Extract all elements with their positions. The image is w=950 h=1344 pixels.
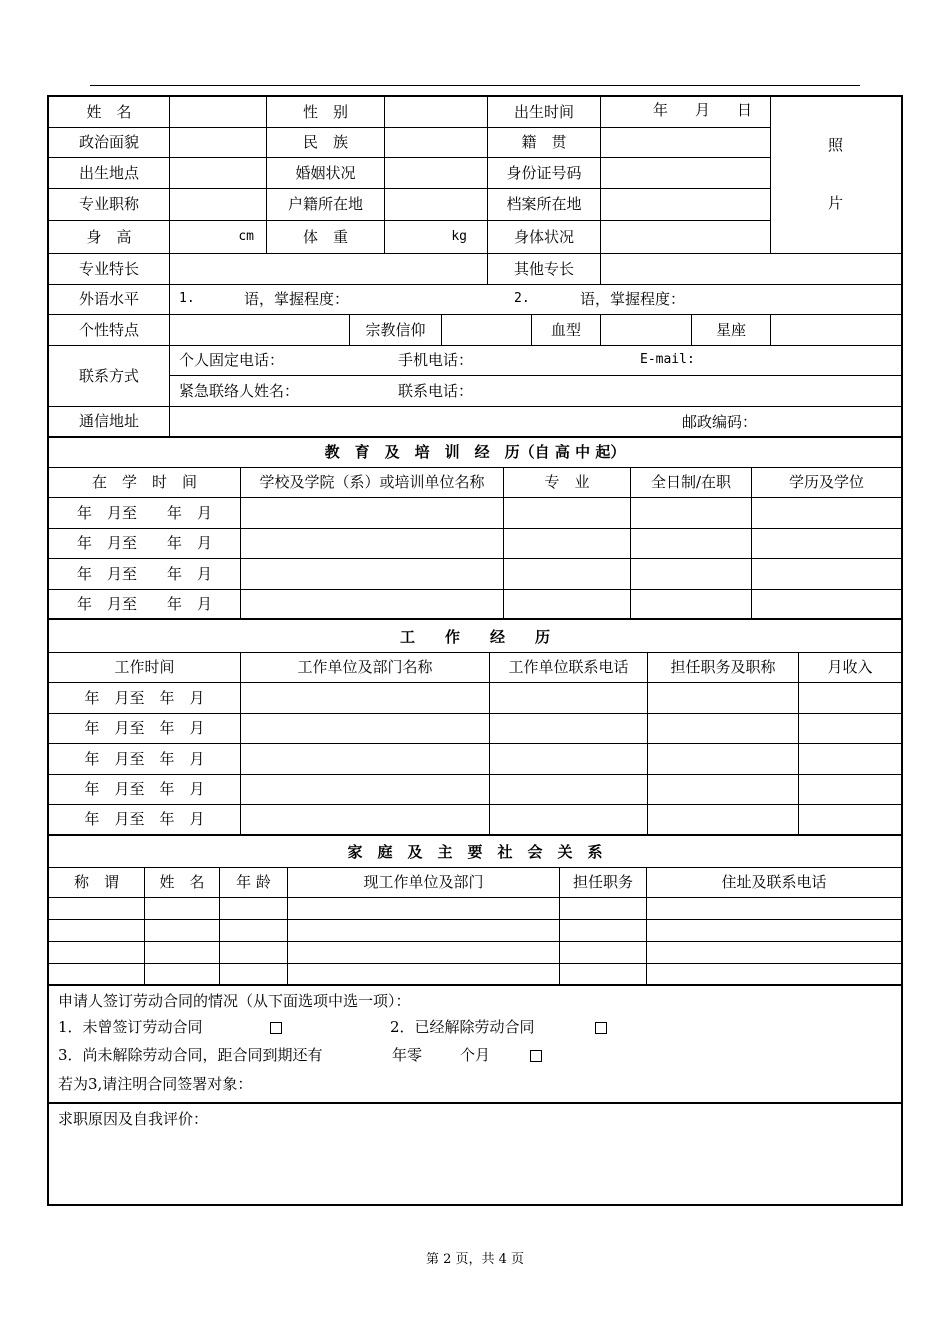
option-3-checkbox[interactable] <box>530 1050 542 1062</box>
zodiac-label: 星座 <box>692 315 771 346</box>
contract-note: 若为3,请注明合同签署对象： <box>58 1075 253 1093</box>
education-row-1-col-4[interactable] <box>752 529 901 560</box>
year-label: 年 <box>653 101 669 119</box>
family-row-2-col-5[interactable] <box>647 942 901 964</box>
work-header-1: 工作单位及部门名称 <box>241 653 490 683</box>
work-row-0-col-4[interactable] <box>799 683 901 714</box>
weight-label: 体 重 <box>267 221 385 254</box>
religion-field[interactable] <box>442 315 532 346</box>
cm-unit: cm <box>238 228 254 244</box>
native-place-field[interactable] <box>601 128 771 158</box>
self-eval-section[interactable] <box>49 1104 901 1204</box>
specialty-field[interactable] <box>170 254 488 285</box>
family-header-5: 住址及联系电话 <box>647 868 901 898</box>
gender-field[interactable] <box>385 97 488 128</box>
language-label: 外语水平 <box>49 285 170 315</box>
work-header-3: 担任职务及职称 <box>648 653 799 683</box>
family-header-1: 姓 名 <box>145 868 220 898</box>
address-label: 通信地址 <box>49 407 170 438</box>
email-label: E-mail: <box>640 352 695 367</box>
day-label: 日 <box>737 101 753 119</box>
ethnicity-field[interactable] <box>385 128 488 158</box>
lang1-text: 语，掌握程度： <box>244 290 350 308</box>
birthplace-field[interactable] <box>170 158 267 189</box>
work-row-1-time: 年 月至 年 月 <box>49 714 241 745</box>
education-row-0-col-2[interactable] <box>504 498 631 529</box>
family-row-0-col-1[interactable] <box>145 898 220 920</box>
work-row-4-col-2[interactable] <box>490 805 648 836</box>
postal-label: 邮政编码： <box>682 413 758 431</box>
contract-option-1: 1．未曾签订劳动合同 <box>58 1018 203 1036</box>
kg-unit: kg <box>451 228 467 244</box>
marital-field[interactable] <box>385 158 488 189</box>
education-header-4: 学历及学位 <box>752 468 901 498</box>
height-field[interactable] <box>170 221 267 254</box>
birth-date-field[interactable] <box>601 97 771 128</box>
education-row-3-col-1[interactable] <box>241 590 504 621</box>
option-1-checkbox[interactable] <box>270 1022 282 1034</box>
family-row-3-col-3[interactable] <box>288 964 560 986</box>
name-label: 姓 名 <box>49 97 170 128</box>
work-row-0-col-1[interactable] <box>241 683 490 714</box>
weight-field[interactable] <box>385 221 488 254</box>
birth-time-label: 出生时间 <box>488 97 601 128</box>
work-section <box>49 623 901 837</box>
zodiac-field[interactable] <box>771 315 901 346</box>
work-row-1-col-2[interactable] <box>490 714 648 745</box>
family-header-2: 年 龄 <box>220 868 288 898</box>
marital-label: 婚姻状况 <box>267 158 385 189</box>
family-row-1-col-4[interactable] <box>560 920 647 942</box>
work-row-1-col-1[interactable] <box>241 714 490 745</box>
family-row-2-col-4[interactable] <box>560 942 647 964</box>
education-row-0-col-4[interactable] <box>752 498 901 529</box>
hukou-label: 户籍所在地 <box>267 189 385 221</box>
work-title: 工 作 经 历 <box>49 623 901 653</box>
title-field[interactable] <box>170 189 267 221</box>
education-row-0-time: 年 月至 年 月 <box>49 498 241 529</box>
education-header-0: 在 学 时 间 <box>49 468 241 498</box>
education-row-1-time: 年 月至 年 月 <box>49 529 241 560</box>
family-row-0-col-2[interactable] <box>220 898 288 920</box>
family-row-2-col-0[interactable] <box>49 942 145 964</box>
height-label: 身 高 <box>49 221 170 254</box>
work-row-3-col-4[interactable] <box>799 775 901 806</box>
work-row-3-time: 年 月至 年 月 <box>49 775 241 806</box>
education-row-2-col-1[interactable] <box>241 559 504 590</box>
political-field[interactable] <box>170 128 267 158</box>
contact-phone-row[interactable] <box>170 346 901 376</box>
work-row-0-time: 年 月至 年 月 <box>49 683 241 714</box>
work-row-2-col-4[interactable] <box>799 744 901 775</box>
emergency-name-label: 紧急联络人姓名： <box>179 382 300 400</box>
gender-label: 性 别 <box>267 97 385 128</box>
education-row-3-time: 年 月至 年 月 <box>49 590 241 621</box>
family-row-3-col-5[interactable] <box>647 964 901 986</box>
family-row-3-col-4[interactable] <box>560 964 647 986</box>
personal-section <box>49 97 901 438</box>
emergency-row[interactable] <box>170 376 901 407</box>
work-row-2-time: 年 月至 年 月 <box>49 744 241 775</box>
lang2-number: 2. <box>514 291 530 306</box>
family-row-3-col-1[interactable] <box>145 964 220 986</box>
family-row-1-col-5[interactable] <box>647 920 901 942</box>
lang1-number: 1. <box>179 291 195 306</box>
landline-label: 个人固定电话： <box>179 351 285 369</box>
other-skill-label: 其他专长 <box>488 254 601 285</box>
work-row-2-col-1[interactable] <box>241 744 490 775</box>
education-header-3: 全日制/在职 <box>631 468 752 498</box>
lang2-text: 语，掌握程度： <box>580 290 686 308</box>
work-row-2-col-2[interactable] <box>490 744 648 775</box>
blood-label: 血型 <box>532 315 601 346</box>
work-row-4-col-4[interactable] <box>799 805 901 836</box>
contract-option-3: 3．尚未解除劳动合同，距合同到期还有 <box>58 1046 323 1064</box>
family-row-1-col-2[interactable] <box>220 920 288 942</box>
religion-label: 宗教信仰 <box>350 315 442 346</box>
month-label: 月 <box>695 101 711 119</box>
family-header-0: 称 谓 <box>49 868 145 898</box>
family-row-1-col-1[interactable] <box>145 920 220 942</box>
archive-field[interactable] <box>601 189 771 221</box>
contract-section <box>49 986 901 1104</box>
political-label: 政治面貌 <box>49 128 170 158</box>
work-row-3-col-1[interactable] <box>241 775 490 806</box>
contract-years: 年零 <box>392 1046 423 1064</box>
work-row-4-time: 年 月至 年 月 <box>49 805 241 836</box>
work-header-4: 月收入 <box>799 653 901 683</box>
personality-label: 个性特点 <box>49 315 170 346</box>
education-row-2-col-2[interactable] <box>504 559 631 590</box>
work-header-2: 工作单位联系电话 <box>490 653 648 683</box>
header-rule <box>90 85 860 86</box>
family-section <box>49 837 901 986</box>
education-row-2-time: 年 月至 年 月 <box>49 559 241 590</box>
work-row-3-col-3[interactable] <box>648 775 799 806</box>
title-label: 专业职称 <box>49 189 170 221</box>
photo-box[interactable] <box>771 97 901 254</box>
work-row-0-col-3[interactable] <box>648 683 799 714</box>
work-header-0: 工作时间 <box>49 653 241 683</box>
specialty-label: 专业特长 <box>49 254 170 285</box>
application-form <box>47 95 903 1206</box>
page-number: 第 2 页，共 4 页 <box>425 1252 525 1267</box>
work-row-1-col-4[interactable] <box>799 714 901 745</box>
work-row-0-col-2[interactable] <box>490 683 648 714</box>
family-row-2-col-2[interactable] <box>220 942 288 964</box>
contract-heading: 申请人签订劳动合同的情况（从下面选项中选一项）： <box>58 992 411 1010</box>
contract-option-2: 2．已经解除劳动合同 <box>390 1018 535 1036</box>
education-row-2-col-4[interactable] <box>752 559 901 590</box>
family-header-3: 现工作单位及部门 <box>288 868 560 898</box>
self-eval-label: 求职原因及自我评价： <box>58 1110 209 1128</box>
education-row-2-col-3[interactable] <box>631 559 752 590</box>
name-field[interactable] <box>170 97 267 128</box>
language-field[interactable] <box>170 285 901 315</box>
education-row-3-col-3[interactable] <box>631 590 752 621</box>
work-row-2-col-3[interactable] <box>648 744 799 775</box>
education-section <box>49 438 901 623</box>
education-row-0-col-3[interactable] <box>631 498 752 529</box>
contact-label: 联系方式 <box>49 346 170 407</box>
family-row-2-col-3[interactable] <box>288 942 560 964</box>
education-row-1-col-3[interactable] <box>631 529 752 560</box>
family-header-4: 担任职务 <box>560 868 647 898</box>
education-row-0-col-1[interactable] <box>241 498 504 529</box>
family-row-0-col-3[interactable] <box>288 898 560 920</box>
family-row-0-col-4[interactable] <box>560 898 647 920</box>
family-row-3-col-2[interactable] <box>220 964 288 986</box>
hukou-field[interactable] <box>385 189 488 221</box>
education-title: 教 育 及 培 训 经 历（自 高 中 起） <box>49 438 901 468</box>
option-2-checkbox[interactable] <box>595 1022 607 1034</box>
address-field[interactable] <box>170 407 901 438</box>
health-label: 身体状况 <box>488 221 601 254</box>
photo-char-2: 片 <box>828 194 844 212</box>
family-row-0-col-5[interactable] <box>647 898 901 920</box>
birthplace-label: 出生地点 <box>49 158 170 189</box>
education-row-3-col-4[interactable] <box>752 590 901 621</box>
education-row-1-col-1[interactable] <box>241 529 504 560</box>
contract-months: 个月 <box>460 1046 491 1064</box>
archive-label: 档案所在地 <box>488 189 601 221</box>
education-header-1: 学校及学院（系）或培训单位名称 <box>241 468 504 498</box>
emergency-phone-label: 联系电话： <box>398 382 474 400</box>
id-number-field[interactable] <box>601 158 771 189</box>
work-row-4-col-3[interactable] <box>648 805 799 836</box>
photo-char-1: 照 <box>828 136 844 154</box>
family-row-1-col-0[interactable] <box>49 920 145 942</box>
native-place-label: 籍 贯 <box>488 128 601 158</box>
education-header-2: 专 业 <box>504 468 631 498</box>
work-row-4-col-1[interactable] <box>241 805 490 836</box>
family-row-1-col-3[interactable] <box>288 920 560 942</box>
family-row-2-col-1[interactable] <box>145 942 220 964</box>
work-row-1-col-3[interactable] <box>648 714 799 745</box>
family-row-0-col-0[interactable] <box>49 898 145 920</box>
family-title: 家 庭 及 主 要 社 会 关 系 <box>49 837 901 868</box>
other-skill-field[interactable] <box>601 254 901 285</box>
work-row-3-col-2[interactable] <box>490 775 648 806</box>
ethnicity-label: 民 族 <box>267 128 385 158</box>
mobile-label: 手机电话： <box>398 351 474 369</box>
blood-field[interactable] <box>601 315 692 346</box>
health-field[interactable] <box>601 221 771 254</box>
personality-field[interactable] <box>170 315 350 346</box>
education-row-1-col-2[interactable] <box>504 529 631 560</box>
family-row-3-col-0[interactable] <box>49 964 145 986</box>
id-number-label: 身份证号码 <box>488 158 601 189</box>
education-row-3-col-2[interactable] <box>504 590 631 621</box>
